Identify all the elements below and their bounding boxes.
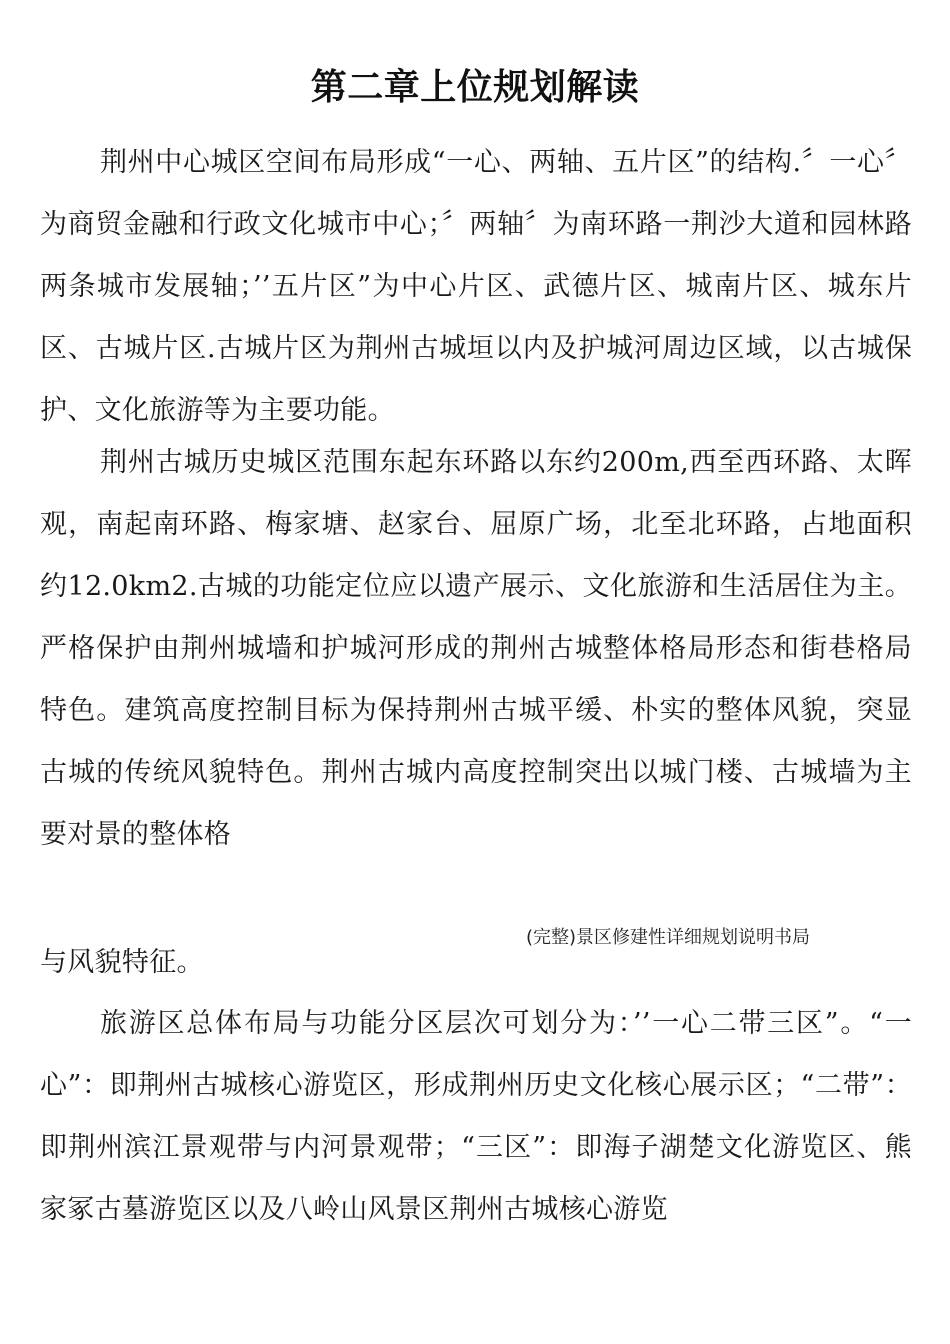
paragraph-tourism-zoning: 旅游区总体布局与功能分区层次可划分为：’’一心二带三区”。“一心”：即荆州古城核心游览区，形成荆州历史文化核心展示区；“二带”：即荆州滨江景观带与内河景观带；“三区”：即海子湖楚文化游览区、熊家冢古墓游览区以及八岭山风景区荆州古城核心游览 bbox=[40, 1008, 912, 1225]
running-header: (完整)景区修建性详细规划说明书局 bbox=[526, 927, 811, 948]
paragraph-historic-city-scope: 荆州古城历史城区范围东起东环路以东约200m,西至西环路、太晖观，南起南环路、梅家塘、赵家台、屈原广场，北至北环路，占地面积约12.0km2.古城的功能定位应以遗产展示、文化旅游和生活居住为主。严格保护由荆州城墙和护城河形成的荆州古城整体格局形态和街巷格局特色。建筑高度控制目标为保持荆州古城平缓、朴实的整体风貌，突显古城的传统风貌特色。荆州古城内高度控制突出以城门楼、古城墙为主要对景的整体格 bbox=[40, 447, 912, 850]
chapter-title: 第二章上位规划解读 bbox=[310, 67, 640, 108]
paragraph-central-city-layout: 荆州中心城区空间布局形成“一心、两轴、五片区”的结构.〞一心〞为商贸金融和行政文化城市中心；〞两轴〞为南环路一荆沙大道和园林路两条城市发展轴；’’五片区”为中心片区、武德片区、城南片区、城东片区、古城片区.古城片区为荆州古城垣以内及护城河周边区域，以古城保护、文化旅游等为主要功能。 bbox=[40, 147, 912, 426]
paragraph-continuation: 与风貌特征。 bbox=[40, 947, 204, 978]
